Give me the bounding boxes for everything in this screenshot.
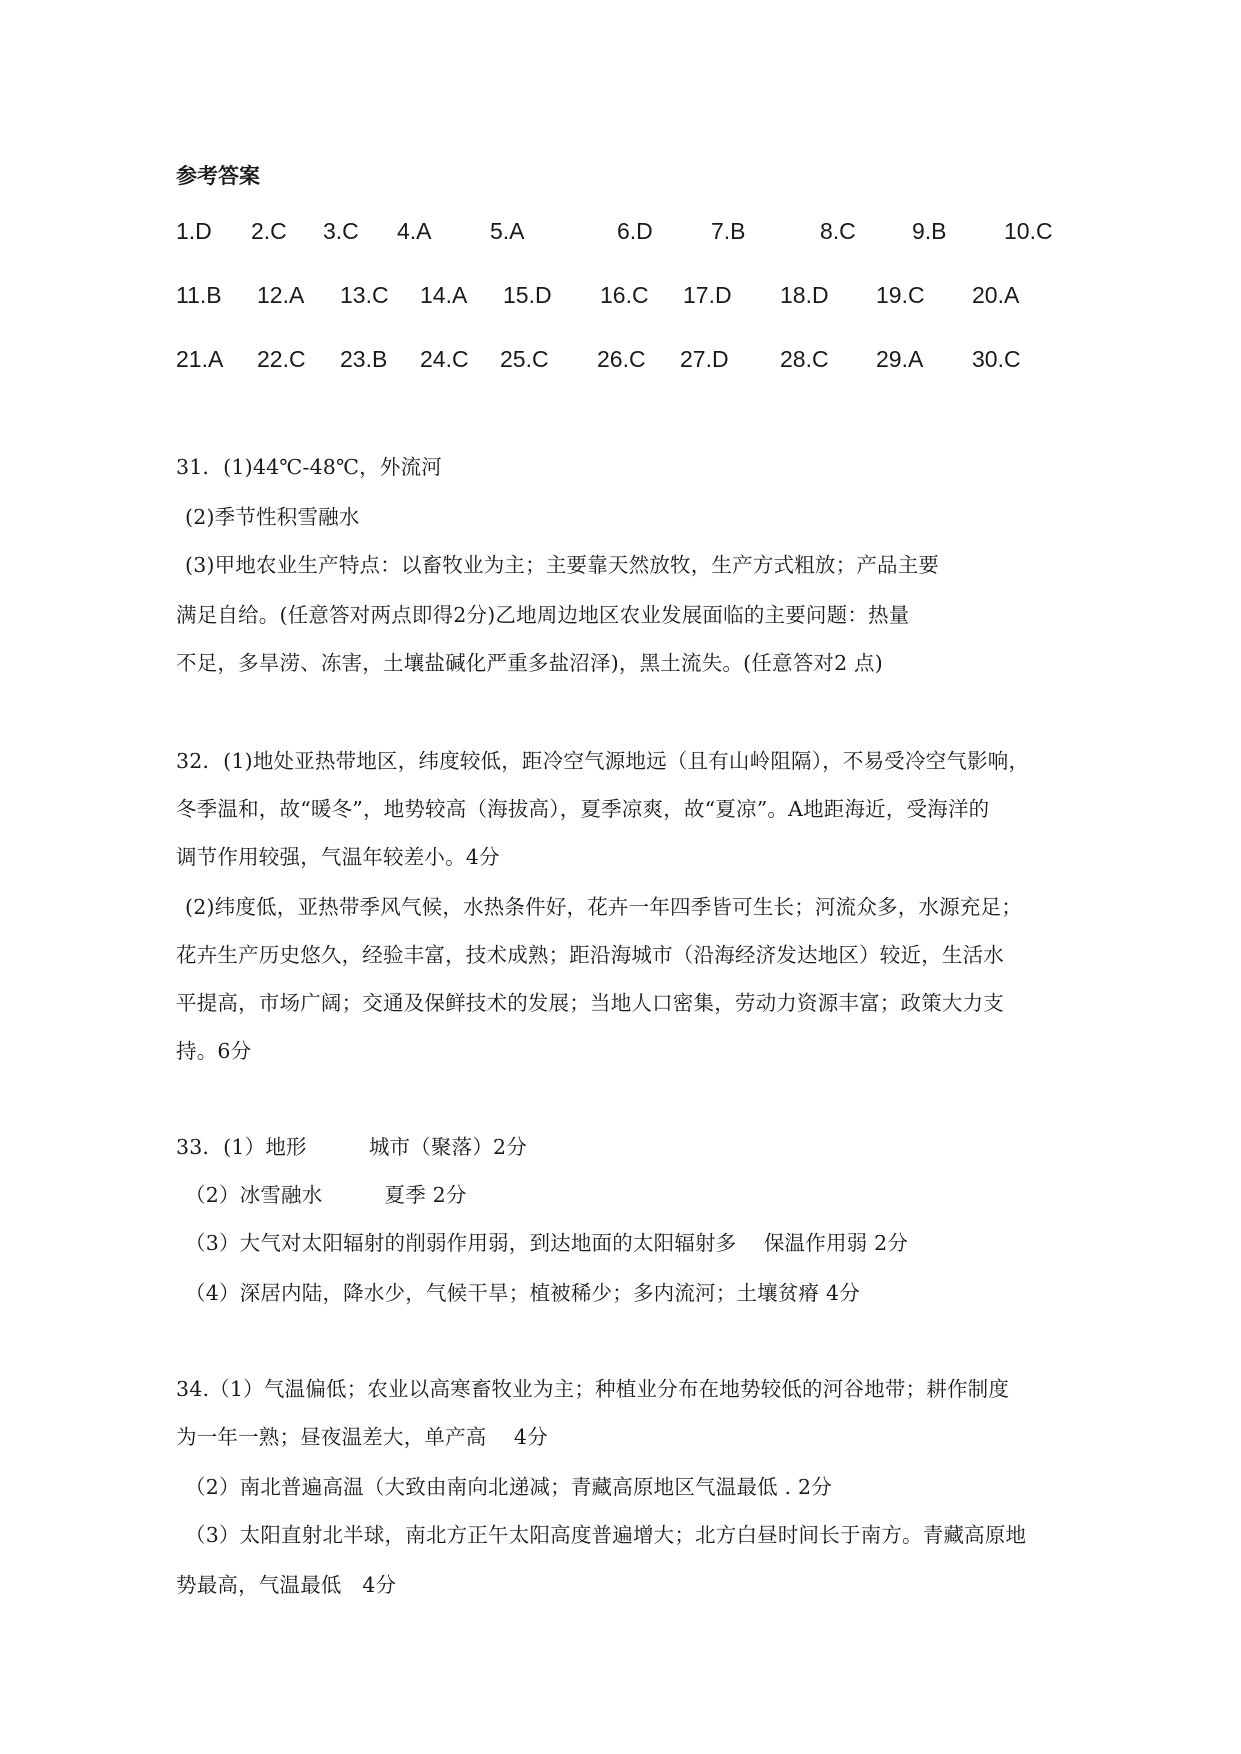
mc-answer: 26.C	[597, 346, 646, 372]
answer-line: 调节作用较强，气温年较差小。4分	[176, 845, 500, 869]
mc-answer: 24.C	[420, 346, 469, 372]
mc-answer: 21.A	[176, 346, 224, 372]
mc-answer: 3.C	[323, 218, 359, 244]
mc-answer: 9.B	[912, 218, 947, 244]
answer-line: （2）冰雪融水 夏季 2分	[185, 1183, 467, 1207]
mc-answer: 15.D	[503, 282, 552, 308]
answer-line: 为一年一熟；昼夜温差大，单产高 4分	[176, 1425, 548, 1449]
answer-line: 满足自给。(任意答对两点即得2分)乙地周边地区农业发展面临的主要问题：热量	[176, 603, 910, 627]
answer-line: （2）南北普遍高温（大致由南向北递减；青藏高原地区气温最低 . 2分	[185, 1475, 832, 1499]
answer-line: 冬季温和，故“暖冬”，地势较高（海拔高），夏季凉爽，故“夏凉”。A地距海近，受海洋的	[176, 797, 990, 821]
mc-answer: 10.C	[1004, 218, 1053, 244]
answer-line: 势最高，气温最低 4分	[176, 1573, 397, 1597]
mc-answer: 1.D	[176, 218, 212, 244]
mc-answer: 25.C	[500, 346, 549, 372]
mc-answer: 16.C	[600, 282, 649, 308]
mc-answer: 17.D	[683, 282, 732, 308]
answer-line: 32．(1)地处亚热带地区，纬度较低，距冷空气源地远（且有山岭阻隔），不易受冷空气影响，	[176, 749, 1030, 773]
mc-answer: 8.C	[820, 218, 856, 244]
answer-line: （3）太阳直射北半球，南北方正午太阳高度普遍增大；北方白昼时间长于南方。青藏高原地	[185, 1523, 1027, 1547]
answer-line: （3）大气对太阳辐射的削弱作用弱，到达地面的太阳辐射多 保温作用弱 2分	[185, 1231, 909, 1255]
mc-answer: 19.C	[876, 282, 925, 308]
page-title: 参考答案	[176, 164, 260, 188]
answer-line: 平提高，市场广阔；交通及保鲜技术的发展；当地人口密集，劳动力资源丰富；政策大力支	[176, 991, 1004, 1015]
mc-answer: 29.A	[876, 346, 924, 372]
mc-answer: 20.A	[972, 282, 1020, 308]
mc-answer: 2.C	[251, 218, 287, 244]
mc-answer: 23.B	[340, 346, 388, 372]
answer-line: （4）深居内陆，降水少，气候干旱；植被稀少；多内流河；土壤贫瘠 4分	[185, 1281, 860, 1305]
mc-answer: 14.A	[420, 282, 468, 308]
mc-answer: 5.A	[490, 218, 525, 244]
mc-answer: 27.D	[680, 346, 729, 372]
mc-answer: 11.B	[176, 282, 222, 308]
answer-line: (2)季节性积雪融水	[185, 505, 360, 529]
answer-line: (2)纬度低，亚热带季风气候，水热条件好，花卉一年四季皆可生长；河流众多，水源充足；	[185, 895, 1022, 919]
mc-answer: 12.A	[257, 282, 305, 308]
answer-line: 持。6分	[176, 1039, 252, 1063]
mc-answer: 30.C	[972, 346, 1021, 372]
mc-answer: 18.D	[780, 282, 829, 308]
mc-answer: 28.C	[780, 346, 829, 372]
mc-answer: 6.D	[617, 218, 653, 244]
mc-answer: 13.C	[340, 282, 389, 308]
answer-line: 不足，多旱涝、冻害，土壤盐碱化严重多盐沼泽)，黑土流失。(任意答对2 点)	[176, 651, 883, 675]
answer-line: (3)甲地农业生产特点：以畜牧业为主；主要靠天然放牧，生产方式粗放；产品主要	[185, 553, 940, 577]
answer-line: 34.（1）气温偏低；农业以高寒畜牧业为主；种植业分布在地势较低的河谷地带；耕作制度	[176, 1377, 1010, 1401]
mc-answer: 22.C	[257, 346, 306, 372]
answer-line: 33．(1）地形 城市（聚落）2分	[176, 1135, 527, 1159]
mc-answer: 7.B	[711, 218, 746, 244]
answer-line: 31．(1)44℃-48℃，外流河	[176, 455, 442, 479]
answer-line: 花卉生产历史悠久，经验丰富，技术成熟；距沿海城市（沿海经济发达地区）较近，生活水	[176, 943, 1004, 967]
mc-answer: 4.A	[397, 218, 432, 244]
